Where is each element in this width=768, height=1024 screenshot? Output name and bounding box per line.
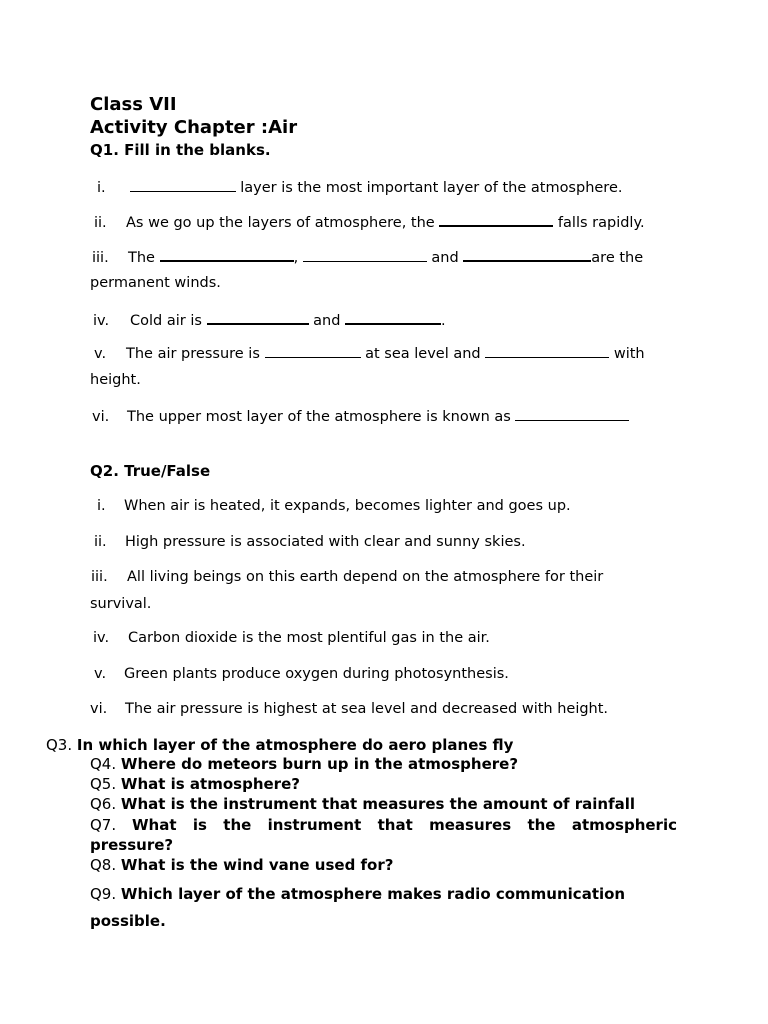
blank-line[interactable] [439, 213, 553, 227]
q2-item-4: iv. Carbon dioxide is the most plentiful gas in the air. [93, 630, 490, 646]
blank-line[interactable] [485, 345, 609, 358]
q1-item-4: iv. Cold air is and . [93, 313, 446, 329]
q3-line: Q3. In which layer of the atmosphere do aero planes fly [46, 736, 514, 754]
q1-item-5-continued: height. [90, 372, 141, 388]
q2-item-2: ii. High pressure is associated with clear and sunny skies. [94, 534, 526, 550]
q2-heading: Q2. True/False [90, 462, 211, 480]
q6-line: Q6. What is the instrument that measures the amount of rainfall [90, 795, 636, 813]
q1-item-6: vi. The upper most layer of the atmosphere is known as [92, 408, 629, 425]
q9-line-continued: possible. [90, 912, 166, 930]
q1-item-3-continued: permanent winds. [90, 275, 221, 291]
class-title: Class VII [90, 94, 177, 115]
blank-line[interactable] [463, 248, 591, 262]
blank-line[interactable] [515, 408, 629, 421]
q1-heading: Q1. Fill in the blanks. [90, 141, 271, 159]
blank-line[interactable] [207, 311, 309, 325]
q1-item-2: ii. As we go up the layers of atmosphere, the falls rapidly. [94, 215, 645, 231]
q8-line: Q8. What is the wind vane used for? [90, 856, 394, 874]
chapter-title: Activity Chapter :Air [90, 117, 298, 138]
q2-item-3-continued: survival. [90, 596, 152, 612]
blank-line[interactable] [130, 179, 236, 192]
blank-line[interactable] [265, 345, 361, 358]
q1-item-3: iii. The , and are the [92, 250, 644, 266]
q7-line: Q7. What is the instrument that measures the atmospheric [90, 816, 677, 834]
blank-line[interactable] [303, 249, 427, 262]
q7-line-continued: pressure? [90, 836, 174, 854]
q2-item-5: v. Green plants produce oxygen during photosynthesis. [94, 666, 509, 682]
q2-item-6: vi. The air pressure is highest at sea level and decreased with height. [90, 701, 609, 717]
q1-item-1: i. layer is the most important layer of the atmosphere. [97, 180, 623, 196]
q9-line: Q9. Which layer of the atmosphere makes radio communication [90, 885, 626, 903]
q5-line: Q5. What is atmosphere? [90, 775, 300, 793]
blank-line[interactable] [160, 248, 294, 262]
q2-item-3: iii. All living beings on this earth depend on the atmosphere for their [91, 569, 604, 585]
blank-line[interactable] [345, 311, 441, 325]
q4-line: Q4. Where do meteors burn up in the atmosphere? [90, 755, 519, 773]
q1-item-5: v. The air pressure is at sea level and with [94, 346, 645, 362]
q2-item-1: i. When air is heated, it expands, becomes lighter and goes up. [97, 498, 571, 514]
